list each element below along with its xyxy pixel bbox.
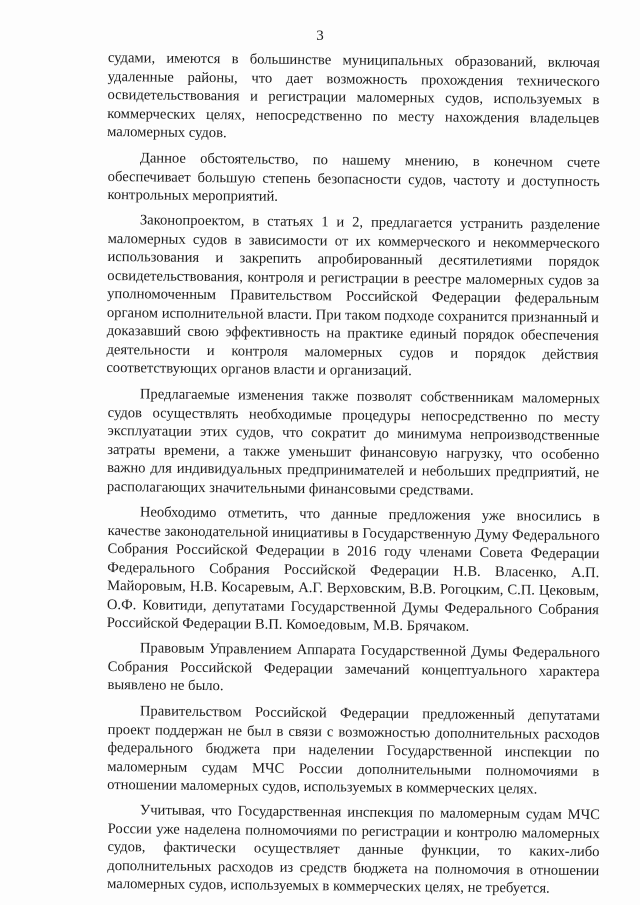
- paragraph-7: Правительством Российской Федерации предложенный депутатами проект поддержан не был в связи с возможностью дополнительных расходов федерального бюджета при наделении Государственной инспекции по маломерным судам МЧС России дополнительными полномочиями в отношении маломерных судов, используемых в коммерческих целях.: [107, 702, 600, 798]
- paragraph-8: Учитывая, что Государственная инспекция по маломерным судам МЧС России уже наделена полномочиями по регистрации и контролю маломерных судов, фактически осуществляет данные функции, то каких-либо дополнительных расходов из средств бюджета на полномочия в отношении маломерных судов, используемых в коммерческих целях, не требуется.: [107, 802, 600, 897]
- paragraph-1: судами, имеются в большинстве муниципальных образований, включая удаленные районы, что дает возможность прохождения технического освидетельствования и регистрации маломерных судов, используемых в коммерческих целях, непосредственно по месту нахождения владельцев маломерных судов.: [107, 49, 600, 142]
- paragraph-3: Законопроектом, в статьях 1 и 2, предлагается устранить разделение маломерных судов в зависимости от их коммерческого и некоммерческого использования и закрепить апробированный десятилетиями порядок освидетельствования, контроля и регистрации в реестре маломерных судов за уполномоченным Правительством Российской Федерации федеральным органом исполнительной власти. При таком подходе сохранится признанный и доказавший свою эффективность на практике единый порядок обеспечения деятельности и контроля маломерных судов и порядок действия соответствующих органов власти и организаций.: [106, 212, 600, 380]
- page-number: 3: [316, 28, 324, 44]
- paragraph-2: Данное обстоятельство, по нашему мнению, в конечном счете обеспечивает большую степень безопасности судов, частоту и доступность контрольных мероприятий.: [107, 149, 600, 205]
- paragraph-5: Необходимо отметить, что данные предложения уже вносились в качестве законодательной инициативы в Государственную Думу Федерального Собрания Российской Федерации в 2016 году членами Совета Федерации Федерального Собрания Российской Федерации Н.В. Власенко, А.П. Майоровым, Н.В. Косаревым, А.Г. Верховским, В.В. Рогоцким, С.П. Цековым, О.Ф. Ковитиди, депутатами Государственной Думы Федерального Собрания Российской Федерации В.П. Комоедовым, М.В. Брячаком.: [106, 503, 600, 635]
- document-body: [108, 49, 600, 901]
- paragraph-6: Правовым Управлением Аппарата Государственной Думы Федерального Собрания Российской Федерации замечаний концептуального характера выявлено не было.: [107, 640, 600, 695]
- paragraph-4: Предлагаемые изменения также позволят собственникам маломерных судов осуществлять необходимые процедуры непосредственно по месту эксплуатации этих судов, что сократит до минимума непроизводственные затраты времени, а также уменьшит финансовую нагрузку, что особенно важно для индивидуальных предпринимателей и небольших предприятий, не располагающих значительными финансовыми средствами.: [106, 385, 600, 498]
